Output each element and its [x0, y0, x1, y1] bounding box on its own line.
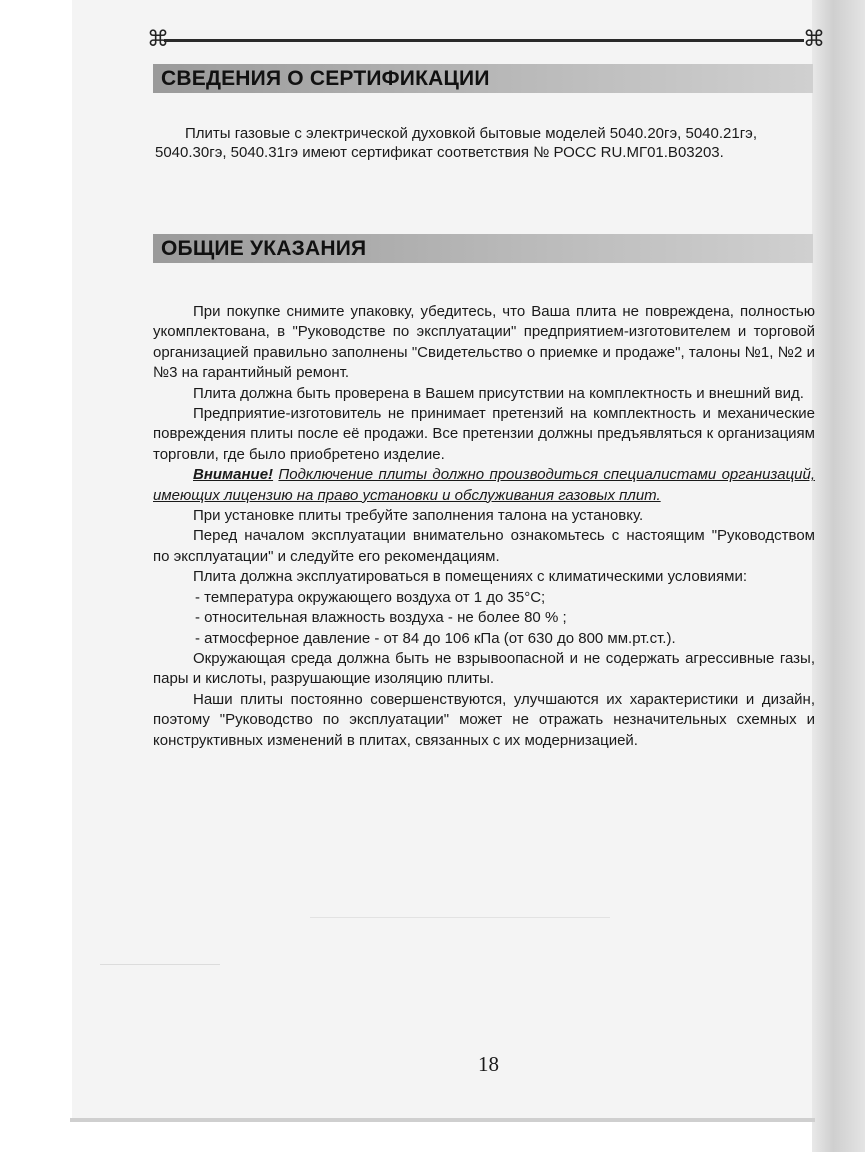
certification-section — [155, 124, 800, 162]
paragraph-claims: Предприятие-изготовитель не принимает претензий на комплектность и механические повреждения плиты после её продажи. Все претензии должны предъявляться к организациям торговли, где было приобретено изделие. — [153, 405, 815, 463]
condition-humidity: - относительная влажность воздуха - не более 80 % ; — [195, 609, 567, 627]
paragraph-modernization: Наши плиты постоянно совершенствуются, улучшаются их характеристики и дизайн, поэтому "Руководство по эксплуатации" может не отражать незначительных схемных и конструктивных изменений в плитах, связанных с их модернизацией. — [153, 690, 815, 749]
general-heading-band — [153, 234, 813, 263]
paragraph-manual: Перед началом эксплуатации внимательно ознакомьтесь с настоящим "Руководством по эксплуатации" и следуйте его рекомендациям. — [153, 527, 815, 565]
page-number: 18 — [478, 1052, 499, 1076]
general-section — [153, 302, 815, 751]
paragraph-attention — [153, 465, 815, 506]
paragraph-purchase: При покупке снимите упаковку, убедитесь, что Ваша плита не повреждена, полностью укомплектована, в "Руководстве по эксплуатации" предприятием-изготовителем и торговой организацией правильно заполнены "Свидетельство о приемке и продаже", талоны №1, №2 и №3 на гарантийный ремонт. — [153, 303, 815, 382]
ornament-left-icon: ⌘ — [147, 27, 169, 52]
scan-bottom-edge — [70, 1118, 815, 1122]
certification-heading-band — [153, 64, 813, 93]
scan-edge — [812, 0, 865, 1152]
attention-label: Внимание! — [193, 466, 274, 484]
paragraph-environment: Окружающая среда должна быть не взрывоопасной и не содержать агрессивные газы, пары и кислоты, разрушающие изоляцию плиты. — [153, 649, 815, 688]
ornament-right-icon: ⌘ — [803, 27, 825, 52]
rule-line — [164, 39, 804, 42]
certification-heading: СВЕДЕНИЯ О СЕРТИФИКАЦИИ — [161, 67, 490, 90]
paragraph-inspection: Плита должна быть проверена в Вашем присутствии на комплектность и внешний вид. — [193, 384, 804, 402]
attention-text: Подключение плиты должно производиться специалистами организаций, имеющих лицензию на право установки и обслуживания газовых плит. — [153, 466, 815, 504]
general-heading: ОБЩИЕ УКАЗАНИЯ — [161, 237, 367, 260]
condition-temperature: - температура окружающего воздуха от 1 до 35°С; — [195, 588, 546, 606]
bleed-through-line — [310, 905, 610, 918]
certification-text: Плиты газовые с электрической духовкой бытовые моделей 5040.20гэ, 5040.21гэ, 5040.30гэ, 5040.31гэ имеют сертификат соответствия № РОСС RU.МГ01.В03203. — [155, 125, 757, 161]
condition-pressure: - атмосферное давление - от 84 до 106 кПа (от 630 до 800 мм.рт.ст.). — [195, 629, 676, 647]
bleed-through-line — [100, 950, 220, 965]
paragraph-installation: При установке плиты требуйте заполнения талона на установку. — [193, 507, 644, 525]
paragraph-conditions: Плита должна эксплуатироваться в помещениях с климатическими условиями: — [193, 568, 748, 586]
top-ornament-rule — [147, 27, 825, 52]
